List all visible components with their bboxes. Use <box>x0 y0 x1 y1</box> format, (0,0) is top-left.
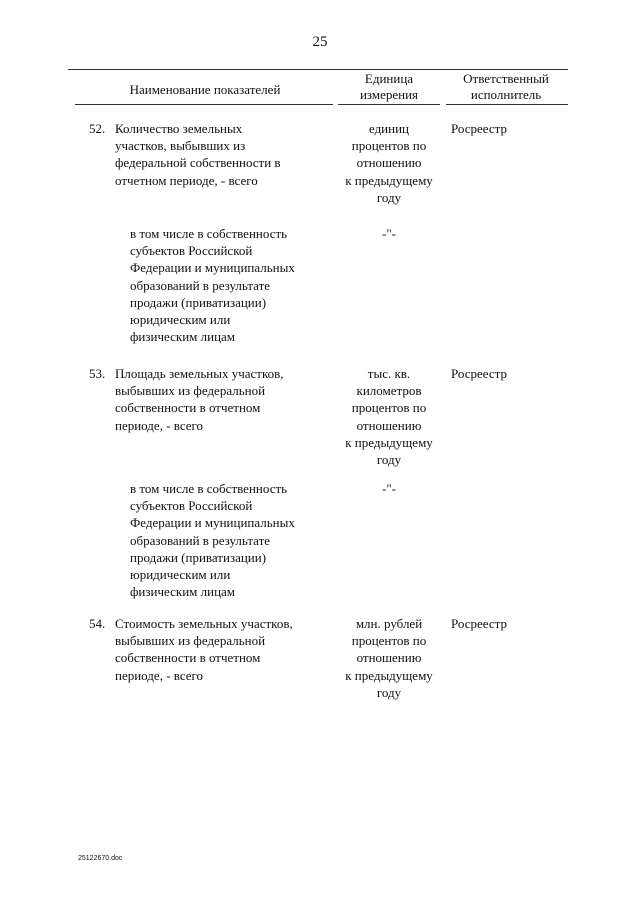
unit-ditto: -"- <box>382 226 396 241</box>
header-underline-unit <box>338 104 440 105</box>
row-number: 54. <box>89 616 106 631</box>
header-underline-responsible <box>446 104 568 105</box>
unit-ditto: -"- <box>382 481 396 496</box>
row-number: 52. <box>89 121 106 136</box>
header-indicator-name: Наименование показателей <box>129 82 281 97</box>
indicator-name: Количество земельных участков, выбывших из федеральной собственности в отчетном периоде, - всего <box>115 121 281 188</box>
responsible-executor: Росреестр <box>451 121 507 136</box>
responsible-executor: Росреестр <box>451 616 507 631</box>
header-unit: Единица измерения <box>359 71 419 102</box>
responsible-executor: Росреестр <box>451 366 507 381</box>
indicator-subname: в том числе в собственность субъектов Российской Федерации и муниципальных образований в результате продажи (приватизации) юридическим или физическим лицам <box>130 226 295 345</box>
header-responsible: Ответственный исполнитель <box>463 71 549 102</box>
page-number: 25 <box>312 34 328 50</box>
header-underline-name <box>75 104 333 105</box>
indicator-subname: в том числе в собственность субъектов Российской Федерации и муниципальных образований в результате продажи (приватизации) юридическим или физическим лицам <box>130 481 295 600</box>
unit-of-measure: тыс. кв. километров процентов по отношению к предыдущему году <box>345 366 433 468</box>
document-file-id: 25122670.doc <box>78 855 123 862</box>
indicator-name: Площадь земельных участков, выбывших из федеральной собственности в отчетном периоде, - всего <box>115 366 284 433</box>
indicator-name: Стоимость земельных участков, выбывших из федеральной собственности в отчетном периоде, - всего <box>115 616 293 683</box>
unit-of-measure: единиц процентов по отношению к предыдущему году <box>345 121 433 205</box>
unit-of-measure: млн. рублей процентов по отношению к предыдущему году <box>345 616 433 700</box>
row-number: 53. <box>89 366 106 381</box>
table-top-rule <box>68 69 568 70</box>
